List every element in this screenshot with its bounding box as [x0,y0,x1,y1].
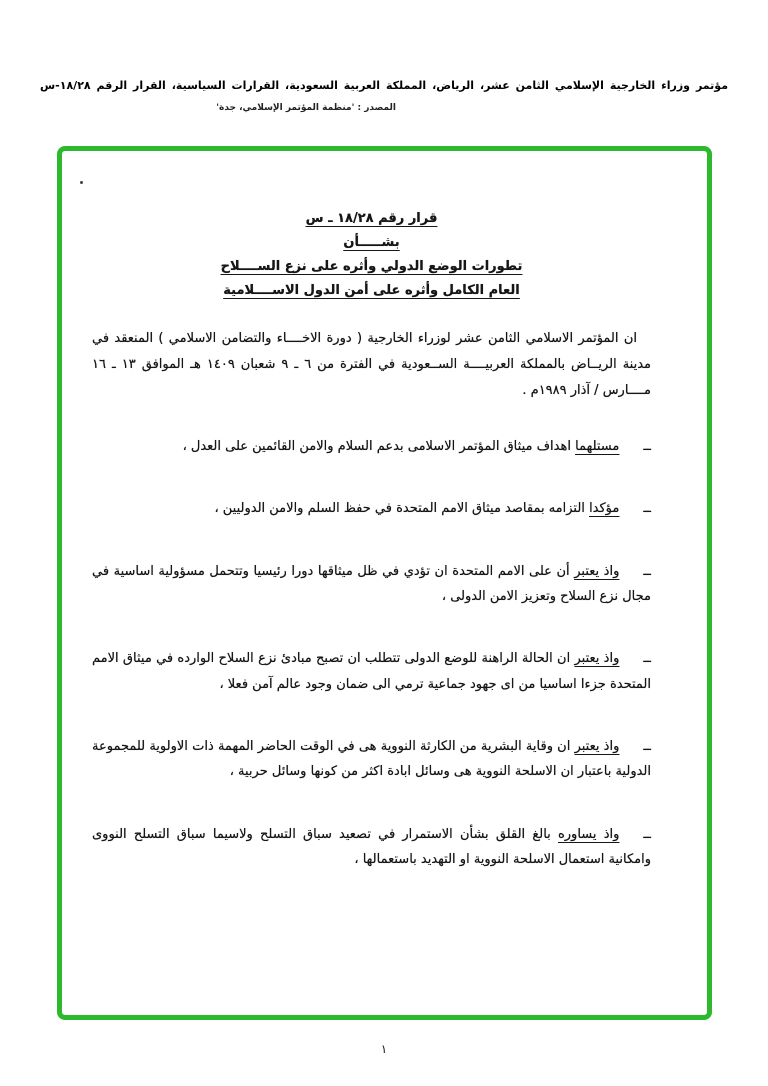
dash-marker: ــ [643,439,651,454]
document-scan-frame [57,146,712,1020]
dash-marker: ــ [643,501,651,517]
clause-4-text: ان الحالة الراهنة للوضع الدولى تتطلب ان تصبح مبادئ نزع السلاح الوارده في ميثاق الامم المتحدة جزءا اساسيا من اى جهود جماعية ترمي الى ضمان وجود عالم آمن فعلا ، [92,651,651,692]
decision-subject-line-1: تطورات الوضع الدولي وأثره على نزع الســــلاح [220,259,523,274]
page-number: ١ [380,1042,388,1056]
dash-marker: ــ [643,826,651,842]
dash-marker: ــ [643,651,651,667]
decision-number-line: قرار رقم ١٨/٢٨ ـ س [305,211,438,226]
clause-1 [92,434,651,459]
dash-marker: ــ [643,739,651,755]
clause-6-text: بالغ القلق بشأن الاستمرار في تصعيد سباق التسلح ولاسيما سباق التسلح النووى وامكانية استعمال الاسلحة النووية او التهديد باستعمالها ، [92,826,651,868]
clause-2-text: التزامه بمقاصد ميثاق الامم المتحدة في حفظ السلم والامن الدوليين ، [214,501,585,517]
clause-1-lead: مستلهما [575,439,620,454]
clause-4-lead: واذ يعتبر [574,651,620,667]
clause-2-lead: مؤكدا [589,501,620,517]
clause-5-text: ان وقاية البشرية من الكارثة النووية هى في الوقت الحاضر المهمة ذات الاولوية للمجموعة الدولية باعتبار ان الاسلحة النووية هى وسائل ابادة اكثر من كونها وسائل حربية ، [92,739,651,780]
document-body [62,151,707,1015]
source-line: المصدر : 'منظمة المؤتمر الإسلامي، جدة' [216,103,396,113]
dash-marker: ــ [643,563,651,579]
clause-5-lead: واذ يعتبر [574,739,620,755]
clause-6-lead: واذ يساوره [557,826,620,842]
clause-1-text: اهداف ميثاق المؤتمر الاسلامى بدعم السلام والامن القائمين على العدل ، [182,439,571,454]
clause-3-text: أن على الامم المتحدة ان تؤدي في ظل ميثاقها دورا رئيسيا وتتحمل مسؤولية اساسية في مجال نزع السلاح وتعزيز الامن الدولى ، [92,563,651,605]
decision-title-block [92,211,651,298]
clause-4 [92,646,651,697]
clause-3 [92,559,651,610]
decision-subject-label: بشـــــأن [343,235,400,250]
clause-2 [92,496,651,521]
clause-5 [92,734,651,785]
decision-subject-line-2: العام الكامل وأثره على أمن الدول الاســــلامية [223,283,520,298]
header-citation: مؤتمر وزراء الخارجية الإسلامي الثامن عشر، الرياض، المملكة العربية السعودية، القرارات السياسية، القرار الرقم ١٨/٢٨-س [40,79,728,92]
intro-paragraph: ان المؤتمر الاسلامي الثامن عشر لوزراء الخارجية ( دورة الاخــــاء والتضامن الاسلامي ) المنعقد في مدينة الريــاض بالمملكة العربيــــة الســعودية في الفترة من ٦ ـ ٩ شعبان ١٤٠٩ هـ الموافق ١٣ ـ ١٦ مــــارس / آذار ١٩٨٩م . [92,331,652,398]
clause-3-lead: واذ يعتبر [574,563,620,579]
clause-6 [92,822,651,873]
